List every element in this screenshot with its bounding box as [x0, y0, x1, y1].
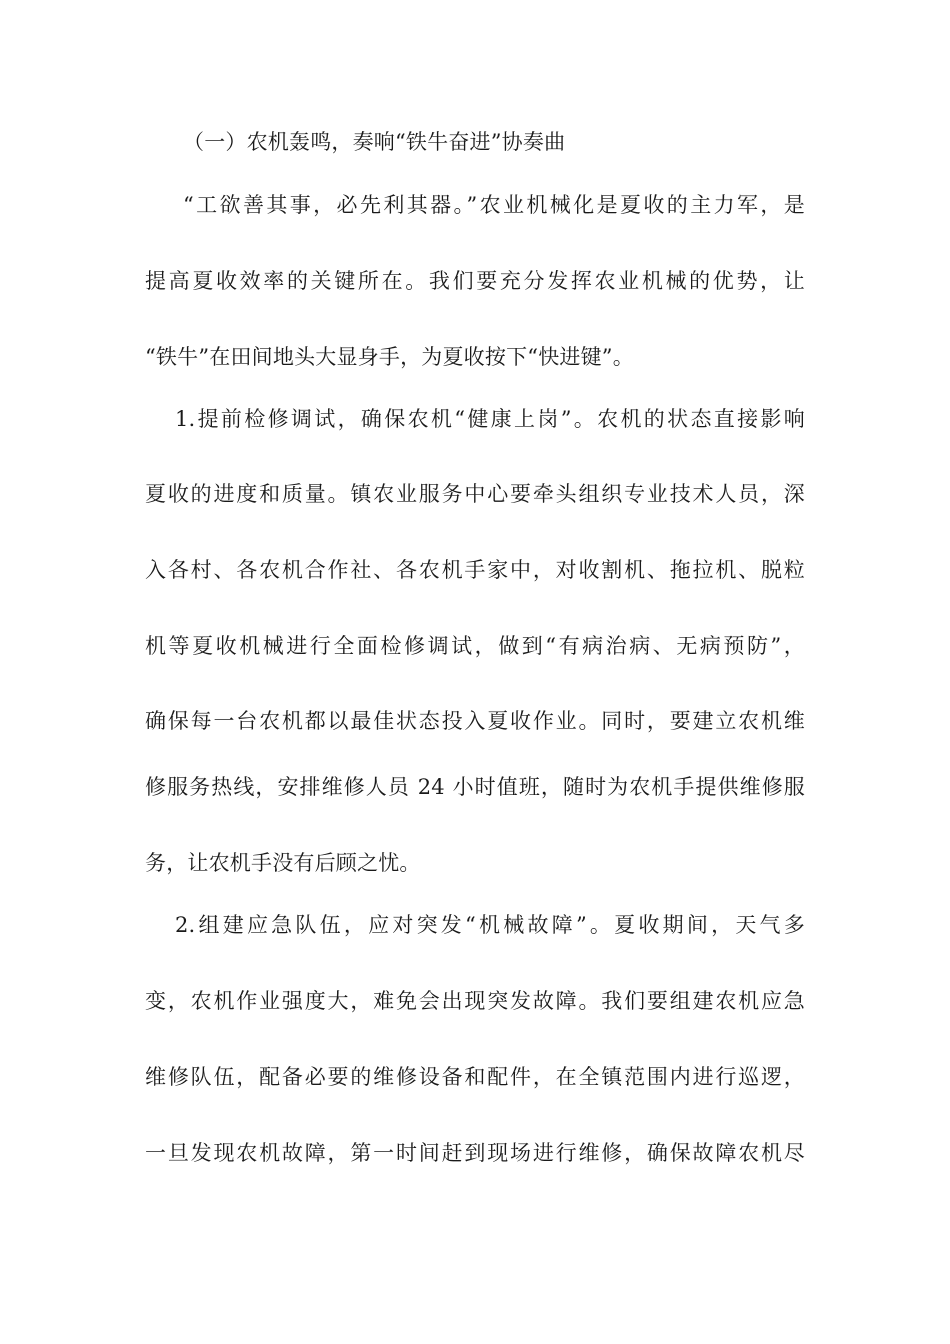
- paragraph-line: 机等夏收机械进行全面检修调试，做到“有病治病、无病预防”，: [145, 634, 805, 658]
- paragraph-line: “铁牛”在田间地头大显身手，为夏收按下“快进键”。: [145, 345, 634, 369]
- paragraph-line: 提高夏收效率的关键所在。我们要充分发挥农业机械的优势，让: [145, 269, 805, 293]
- paragraph-line: 1.提前检修调试，确保农机“健康上岗”。农机的状态直接影响: [175, 407, 805, 431]
- paragraph-line: 确保每一台农机都以最佳状态投入夏收作业。同时，要建立农机维: [145, 709, 805, 733]
- paragraph-line: 维修队伍，配备必要的维修设备和配件，在全镇范围内进行巡逻，: [145, 1065, 805, 1089]
- section-heading: （一）农机轰鸣，奏响“铁牛奋进”协奏曲: [183, 130, 566, 154]
- paragraph-line: 修服务热线，安排维修人员 24 小时值班，随时为农机手提供维修服: [145, 775, 805, 799]
- paragraph-line: 入各村、各农机合作社、各农机手家中，对收割机、拖拉机、脱粒: [145, 558, 805, 582]
- paragraph-line: 务，让农机手没有后顾之忧。: [145, 851, 421, 875]
- paragraph-line: “工欲善其事，必先利其器。”农业机械化是夏收的主力军，是: [183, 193, 805, 217]
- paragraph-line: 夏收的进度和质量。镇农业服务中心要牵头组织专业技术人员，深: [145, 482, 805, 506]
- paragraph-line: 2.组建应急队伍，应对突发“机械故障”。夏收期间，天气多: [175, 913, 805, 937]
- paragraph-line: 一旦发现农机故障，第一时间赶到现场进行维修，确保故障农机尽: [145, 1141, 805, 1165]
- paragraph-line: 变，农机作业强度大，难免会出现突发故障。我们要组建农机应急: [145, 989, 805, 1013]
